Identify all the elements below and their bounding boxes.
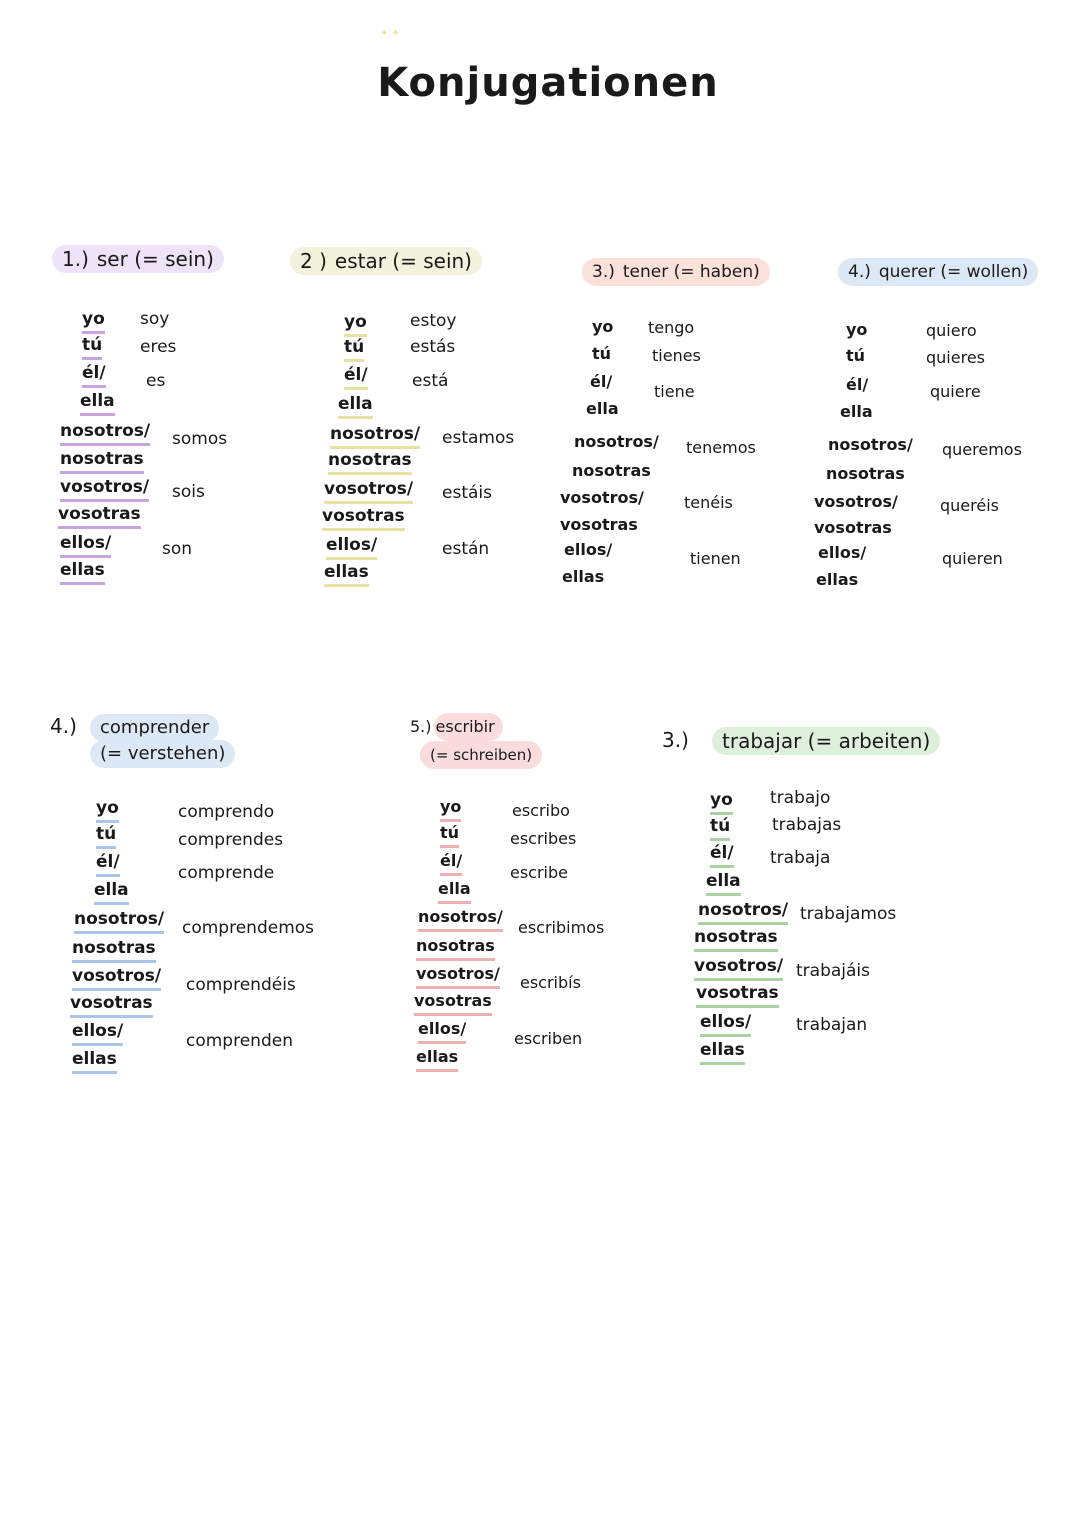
verb-translation: (= haben) bbox=[673, 262, 760, 282]
form-el: está bbox=[412, 371, 449, 391]
form-tu: tienes bbox=[652, 346, 701, 365]
pronoun-nosotros: nosotros/ bbox=[698, 899, 788, 925]
pronoun-el: él/ bbox=[344, 364, 368, 390]
form-nosotros: trabajamos bbox=[800, 904, 897, 924]
form-nosotros: estamos bbox=[442, 428, 515, 448]
form-nosotros: escribimos bbox=[518, 918, 605, 937]
verb-title: estar bbox=[334, 249, 386, 273]
pronoun-nosotros: nosotros/ bbox=[418, 906, 503, 932]
pronoun-vosotras: vosotras bbox=[696, 982, 779, 1008]
form-tu: estás bbox=[410, 337, 456, 357]
verb-number: 4.) bbox=[848, 262, 871, 282]
pronoun-ellos: ellos/ bbox=[418, 1018, 466, 1044]
form-nosotros: tenemos bbox=[686, 438, 756, 457]
form-yo: escribo bbox=[512, 801, 570, 820]
verb-translation: (= arbeiten) bbox=[807, 729, 931, 753]
pronoun-tu: tú bbox=[344, 336, 364, 362]
title-text: Konjugationen bbox=[377, 60, 719, 106]
pronoun-yo: yo bbox=[846, 320, 868, 339]
pronoun-yo: yo bbox=[344, 311, 367, 337]
pronoun-tu: tú bbox=[710, 815, 730, 841]
pronoun-ella: ella bbox=[586, 399, 619, 418]
verb-title: querer bbox=[878, 262, 935, 282]
verb-number: 3.) bbox=[662, 728, 689, 752]
pronoun-el: él/ bbox=[710, 842, 734, 868]
form-el: comprende bbox=[178, 863, 275, 883]
form-ellos: tienen bbox=[690, 549, 741, 568]
form-el: trabaja bbox=[770, 848, 831, 868]
pronoun-vosotros: vosotros/ bbox=[324, 478, 413, 504]
pronoun-ellos: ellos/ bbox=[700, 1011, 751, 1037]
verb-translation-line bbox=[90, 740, 235, 768]
verb-heading bbox=[52, 245, 224, 273]
form-tu: eres bbox=[140, 337, 177, 357]
pronoun-el: él/ bbox=[590, 372, 613, 391]
form-tu: trabajas bbox=[772, 815, 842, 835]
pronoun-vosotros: vosotros/ bbox=[72, 965, 161, 991]
pronoun-ella: ella bbox=[94, 879, 129, 905]
pronoun-yo: yo bbox=[96, 797, 119, 823]
form-ellos: quieren bbox=[942, 549, 1003, 568]
pronoun-nosotras: nosotras bbox=[328, 449, 412, 475]
verb-translation: (= sein) bbox=[392, 249, 472, 273]
form-el: escribe bbox=[510, 863, 568, 882]
verb-title: escribir bbox=[434, 713, 503, 741]
pronoun-yo: yo bbox=[440, 796, 461, 822]
form-el: quiere bbox=[930, 382, 981, 401]
pronoun-ellos: ellos/ bbox=[60, 532, 111, 558]
verb-heading bbox=[290, 247, 482, 275]
form-tu: escribes bbox=[510, 829, 577, 848]
verb-number: 5.) bbox=[410, 717, 432, 736]
pronoun-vosotros: vosotros/ bbox=[560, 488, 644, 507]
pronoun-nosotros: nosotros/ bbox=[828, 435, 913, 454]
pronoun-ellas: ellas bbox=[324, 561, 369, 587]
pronoun-vosotras: vosotras bbox=[58, 503, 141, 529]
pronoun-ellas: ellas bbox=[816, 570, 859, 589]
pronoun-ella: ella bbox=[706, 870, 741, 896]
pronoun-nosotras: nosotras bbox=[826, 464, 905, 483]
pronoun-yo: yo bbox=[82, 308, 105, 334]
verb-heading bbox=[410, 713, 503, 741]
form-ellos: comprenden bbox=[186, 1031, 293, 1051]
verb-number: 4.) bbox=[50, 714, 77, 738]
pronoun-ellas: ellas bbox=[416, 1046, 458, 1072]
page-title bbox=[368, 58, 728, 108]
verb-number: 3.) bbox=[592, 262, 615, 282]
verb-number: 2 ) bbox=[300, 249, 327, 273]
form-el: tiene bbox=[654, 382, 695, 401]
pronoun-tu: tú bbox=[96, 823, 116, 849]
pronoun-vosotras: vosotras bbox=[814, 518, 892, 537]
pronoun-nosotras: nosotras bbox=[72, 937, 156, 963]
pronoun-ellas: ellas bbox=[700, 1039, 745, 1065]
form-yo: soy bbox=[140, 309, 170, 329]
pronoun-ellas: ellas bbox=[60, 559, 105, 585]
form-ellos: trabajan bbox=[796, 1015, 868, 1035]
verb-heading bbox=[90, 714, 219, 742]
verb-title: trabajar bbox=[722, 729, 802, 753]
pronoun-nosotras: nosotras bbox=[416, 935, 495, 961]
pronoun-vosotras: vosotras bbox=[414, 990, 492, 1016]
verb-translation: (= wollen) bbox=[940, 262, 1029, 282]
pronoun-vosotras: vosotras bbox=[70, 992, 153, 1018]
pronoun-vosotros: vosotros/ bbox=[694, 955, 783, 981]
verb-title: ser bbox=[96, 247, 128, 271]
pronoun-nosotros: nosotros/ bbox=[574, 432, 659, 451]
form-ellos: están bbox=[442, 539, 490, 559]
verb-heading bbox=[838, 258, 1038, 286]
form-yo: comprendo bbox=[178, 802, 275, 822]
pronoun-ellos: ellos/ bbox=[326, 534, 377, 560]
verb-heading bbox=[712, 727, 940, 755]
pronoun-ellas: ellas bbox=[562, 567, 605, 586]
pronoun-el: él/ bbox=[96, 851, 120, 877]
form-yo: estoy bbox=[410, 311, 457, 331]
form-nosotros: comprendemos bbox=[182, 918, 315, 938]
pronoun-vosotros: vosotros/ bbox=[814, 492, 898, 511]
form-nosotros: queremos bbox=[942, 440, 1022, 459]
pronoun-nosotros: nosotros/ bbox=[60, 420, 150, 446]
sparkle-decoration: ✦ ✦ bbox=[380, 28, 400, 39]
verb-translation: (= schreiben) bbox=[420, 741, 542, 769]
form-vosotros: comprendéis bbox=[186, 975, 296, 995]
pronoun-tu: tú bbox=[846, 346, 866, 365]
pronoun-nosotras: nosotras bbox=[572, 461, 651, 480]
verb-translation: (= sein) bbox=[134, 247, 214, 271]
form-el: es bbox=[146, 371, 166, 391]
form-vosotros: trabajáis bbox=[796, 961, 871, 981]
pronoun-nosotras: nosotras bbox=[694, 926, 778, 952]
pronoun-nosotras: nosotras bbox=[60, 448, 144, 474]
form-tu: comprendes bbox=[178, 830, 284, 850]
form-yo: quiero bbox=[926, 321, 977, 340]
pronoun-yo: yo bbox=[592, 317, 614, 336]
pronoun-tu: tú bbox=[440, 822, 459, 848]
verb-translation-line bbox=[420, 741, 542, 769]
verb-number: 1.) bbox=[62, 247, 89, 271]
form-vosotros: estáis bbox=[442, 483, 492, 503]
pronoun-ellos: ellos/ bbox=[818, 543, 867, 562]
pronoun-ella: ella bbox=[438, 878, 471, 904]
form-nosotros: somos bbox=[172, 429, 228, 449]
pronoun-nosotros: nosotros/ bbox=[74, 908, 164, 934]
form-vosotros: tenéis bbox=[684, 493, 733, 512]
pronoun-ellas: ellas bbox=[72, 1048, 117, 1074]
form-vosotros: queréis bbox=[940, 496, 999, 515]
pronoun-tu: tú bbox=[82, 334, 102, 360]
form-yo: trabajo bbox=[770, 788, 831, 808]
pronoun-yo: yo bbox=[710, 789, 733, 815]
pronoun-vosotros: vosotros/ bbox=[416, 963, 500, 989]
verb-heading bbox=[582, 258, 770, 286]
form-vosotros: escribís bbox=[520, 973, 581, 992]
form-tu: quieres bbox=[926, 348, 985, 367]
form-ellos: escriben bbox=[514, 1029, 583, 1048]
pronoun-ellos: ellos/ bbox=[72, 1020, 123, 1046]
pronoun-ella: ella bbox=[338, 393, 373, 419]
pronoun-tu: tú bbox=[592, 344, 612, 363]
pronoun-vosotras: vosotras bbox=[560, 515, 638, 534]
pronoun-el: él/ bbox=[440, 850, 462, 876]
pronoun-ellos: ellos/ bbox=[564, 540, 613, 559]
verb-title: comprender bbox=[90, 714, 219, 742]
pronoun-ella: ella bbox=[840, 402, 873, 421]
pronoun-el: él/ bbox=[846, 375, 869, 394]
pronoun-nosotros: nosotros/ bbox=[330, 423, 420, 449]
verb-title: tener bbox=[622, 262, 669, 282]
form-ellos: son bbox=[162, 539, 193, 559]
pronoun-ella: ella bbox=[80, 390, 115, 416]
pronoun-vosotros: vosotros/ bbox=[60, 476, 149, 502]
pronoun-vosotras: vosotras bbox=[322, 505, 405, 531]
form-yo: tengo bbox=[648, 318, 695, 337]
form-vosotros: sois bbox=[172, 482, 205, 502]
pronoun-el: él/ bbox=[82, 362, 106, 388]
verb-translation: (= verstehen) bbox=[90, 740, 235, 768]
